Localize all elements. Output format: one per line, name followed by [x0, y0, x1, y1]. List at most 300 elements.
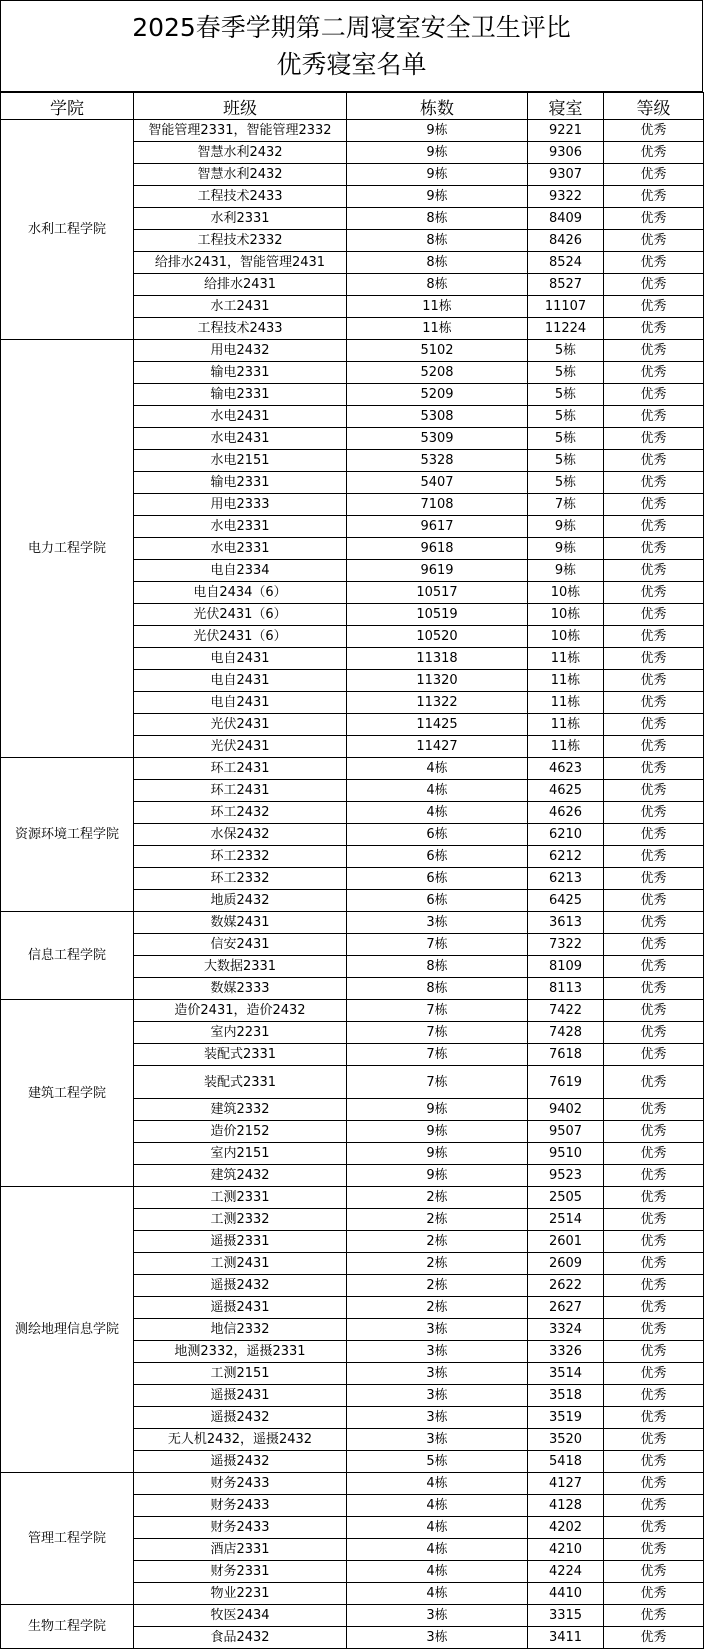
grade-cell: 优秀: [604, 780, 704, 802]
building-cell: 9栋: [347, 1143, 528, 1165]
class-cell: 数媒2333: [134, 978, 347, 1000]
grade-cell: 优秀: [604, 1209, 704, 1231]
class-header: 班级: [134, 93, 347, 120]
grade-cell: 优秀: [604, 296, 704, 318]
room-cell: 9510: [528, 1143, 604, 1165]
building-cell: 3栋: [347, 912, 528, 934]
room-cell: 11栋: [528, 736, 604, 758]
room-cell: 4127: [528, 1473, 604, 1495]
college-cell: 测绘地理信息学院: [1, 1187, 134, 1473]
grade-cell: 优秀: [604, 626, 704, 648]
building-cell: 6栋: [347, 868, 528, 890]
room-cell: 11栋: [528, 648, 604, 670]
building-cell: 4栋: [347, 1473, 528, 1495]
class-cell: 遥摄2432: [134, 1275, 347, 1297]
room-cell: 5栋: [528, 384, 604, 406]
grade-cell: 优秀: [604, 1363, 704, 1385]
room-cell: 8524: [528, 252, 604, 274]
room-cell: 5栋: [528, 362, 604, 384]
room-cell: 3519: [528, 1407, 604, 1429]
room-cell: 4128: [528, 1495, 604, 1517]
room-cell: 10栋: [528, 604, 604, 626]
building-cell: 2栋: [347, 1231, 528, 1253]
class-cell: 无人机2432，遥摄2432: [134, 1429, 347, 1451]
building-cell: 11318: [347, 648, 528, 670]
class-cell: 光伏2431（6）: [134, 604, 347, 626]
room-cell: 6425: [528, 890, 604, 912]
building-cell: 8栋: [347, 208, 528, 230]
class-cell: 电自2334: [134, 560, 347, 582]
room-cell: 7428: [528, 1022, 604, 1044]
class-cell: 地测2332，遥摄2331: [134, 1341, 347, 1363]
college-cell: 资源环境工程学院: [1, 758, 134, 912]
grade-cell: 优秀: [604, 978, 704, 1000]
building-cell: 2栋: [347, 1209, 528, 1231]
room-cell: 4210: [528, 1539, 604, 1561]
class-cell: 遥摄2331: [134, 1231, 347, 1253]
grade-cell: 优秀: [604, 868, 704, 890]
table-row: [1, 1187, 704, 1209]
title-block: [0, 0, 703, 92]
room-cell: 8426: [528, 230, 604, 252]
room-cell: 3315: [528, 1605, 604, 1627]
grade-cell: 优秀: [604, 1451, 704, 1473]
grade-cell: 优秀: [604, 1517, 704, 1539]
building-cell: 7栋: [347, 1000, 528, 1022]
building-cell: 3栋: [347, 1363, 528, 1385]
building-cell: 9栋: [347, 186, 528, 208]
table-row: [1, 1473, 704, 1495]
room-cell: 3324: [528, 1319, 604, 1341]
grade-cell: 优秀: [604, 1429, 704, 1451]
building-cell: 5328: [347, 450, 528, 472]
building-cell: 9619: [347, 560, 528, 582]
room-cell: 9507: [528, 1121, 604, 1143]
grade-cell: 优秀: [604, 1099, 704, 1121]
class-cell: 水电2151: [134, 450, 347, 472]
class-cell: 地质2432: [134, 890, 347, 912]
room-cell: 3326: [528, 1341, 604, 1363]
building-cell: 7栋: [347, 1044, 528, 1066]
grade-cell: 优秀: [604, 428, 704, 450]
class-cell: 水电2431: [134, 406, 347, 428]
building-cell: 9栋: [347, 120, 528, 142]
header-row: [1, 93, 704, 120]
grade-cell: 优秀: [604, 208, 704, 230]
grade-cell: 优秀: [604, 604, 704, 626]
building-cell: 2栋: [347, 1297, 528, 1319]
building-cell: 8栋: [347, 956, 528, 978]
room-cell: 11栋: [528, 670, 604, 692]
grade-cell: 优秀: [604, 318, 704, 340]
class-cell: 工程技术2433: [134, 186, 347, 208]
grade-cell: 优秀: [604, 538, 704, 560]
room-cell: 7栋: [528, 494, 604, 516]
room-cell: 9221: [528, 120, 604, 142]
building-cell: 3栋: [347, 1627, 528, 1649]
class-cell: 酒店2331: [134, 1539, 347, 1561]
room-cell: 6210: [528, 824, 604, 846]
grade-cell: 优秀: [604, 890, 704, 912]
building-cell: 3栋: [347, 1605, 528, 1627]
class-cell: 智慧水利2432: [134, 142, 347, 164]
grade-cell: 优秀: [604, 164, 704, 186]
grade-cell: 优秀: [604, 1341, 704, 1363]
grade-cell: 优秀: [604, 1143, 704, 1165]
grade-cell: 优秀: [604, 120, 704, 142]
building-cell: 3栋: [347, 1429, 528, 1451]
room-cell: 9栋: [528, 538, 604, 560]
college-cell: 水利工程学院: [1, 120, 134, 340]
room-header: 寝室: [528, 93, 604, 120]
class-cell: 装配式2331: [134, 1044, 347, 1066]
building-cell: 8栋: [347, 252, 528, 274]
room-cell: 5栋: [528, 450, 604, 472]
class-cell: 工程技术2433: [134, 318, 347, 340]
building-cell: 6栋: [347, 846, 528, 868]
grade-cell: 优秀: [604, 1495, 704, 1517]
grade-cell: 优秀: [604, 1539, 704, 1561]
class-cell: 造价2431，造价2432: [134, 1000, 347, 1022]
class-cell: 财务2433: [134, 1517, 347, 1539]
building-cell: 4栋: [347, 1495, 528, 1517]
table-body: [1, 120, 704, 1649]
class-cell: 环工2431: [134, 758, 347, 780]
building-cell: 11320: [347, 670, 528, 692]
building-cell: 8栋: [347, 274, 528, 296]
room-cell: 9402: [528, 1099, 604, 1121]
class-cell: 室内2151: [134, 1143, 347, 1165]
grade-cell: 优秀: [604, 450, 704, 472]
class-cell: 数媒2431: [134, 912, 347, 934]
grade-cell: 优秀: [604, 802, 704, 824]
grade-cell: 优秀: [604, 582, 704, 604]
grade-cell: 优秀: [604, 406, 704, 428]
building-cell: 6栋: [347, 824, 528, 846]
building-cell: 5102: [347, 340, 528, 362]
building-cell: 3栋: [347, 1407, 528, 1429]
grade-cell: 优秀: [604, 1319, 704, 1341]
college-cell: 建筑工程学院: [1, 1000, 134, 1187]
building-cell: 3栋: [347, 1341, 528, 1363]
grade-cell: 优秀: [604, 274, 704, 296]
class-cell: 水电2431: [134, 428, 347, 450]
class-cell: 环工2332: [134, 868, 347, 890]
grade-cell: 优秀: [604, 340, 704, 362]
table-row: [1, 912, 704, 934]
grade-cell: 优秀: [604, 1297, 704, 1319]
room-cell: 2514: [528, 1209, 604, 1231]
class-cell: 财务2433: [134, 1495, 347, 1517]
grade-cell: 优秀: [604, 516, 704, 538]
college-cell: 信息工程学院: [1, 912, 134, 1000]
building-cell: 9栋: [347, 1099, 528, 1121]
room-cell: 5栋: [528, 472, 604, 494]
grade-cell: 优秀: [604, 1022, 704, 1044]
building-cell: 10520: [347, 626, 528, 648]
class-cell: 遥摄2432: [134, 1451, 347, 1473]
grade-cell: 优秀: [604, 1000, 704, 1022]
grade-cell: 优秀: [604, 1561, 704, 1583]
building-cell: 9618: [347, 538, 528, 560]
building-cell: 4栋: [347, 758, 528, 780]
building-cell: 6栋: [347, 890, 528, 912]
building-cell: 7栋: [347, 934, 528, 956]
class-cell: 电自2431: [134, 692, 347, 714]
class-cell: 信安2431: [134, 934, 347, 956]
class-cell: 水电2331: [134, 538, 347, 560]
building-cell: 5209: [347, 384, 528, 406]
grade-cell: 优秀: [604, 252, 704, 274]
grade-cell: 优秀: [604, 758, 704, 780]
grade-cell: 优秀: [604, 1121, 704, 1143]
class-cell: 用电2333: [134, 494, 347, 516]
class-cell: 遥摄2432: [134, 1407, 347, 1429]
room-cell: 4410: [528, 1583, 604, 1605]
class-cell: 水电2331: [134, 516, 347, 538]
building-cell: 4栋: [347, 780, 528, 802]
building-cell: 4栋: [347, 1561, 528, 1583]
grade-cell: 优秀: [604, 1605, 704, 1627]
room-cell: 7619: [528, 1066, 604, 1099]
class-cell: 建筑2432: [134, 1165, 347, 1187]
grade-cell: 优秀: [604, 824, 704, 846]
class-cell: 用电2432: [134, 340, 347, 362]
room-cell: 11栋: [528, 714, 604, 736]
grade-cell: 优秀: [604, 670, 704, 692]
building-cell: 2栋: [347, 1187, 528, 1209]
building-cell: 3栋: [347, 1385, 528, 1407]
class-cell: 环工2332: [134, 846, 347, 868]
page-subtitle: 优秀寝室名单: [276, 50, 427, 79]
building-cell: 4栋: [347, 1583, 528, 1605]
room-cell: 9307: [528, 164, 604, 186]
class-cell: 智能管理2331，智能管理2332: [134, 120, 347, 142]
class-cell: 食品2432: [134, 1627, 347, 1649]
room-cell: 6213: [528, 868, 604, 890]
college-cell: 管理工程学院: [1, 1473, 134, 1605]
room-cell: 2622: [528, 1275, 604, 1297]
building-cell: 2栋: [347, 1253, 528, 1275]
building-cell: 8栋: [347, 978, 528, 1000]
building-cell: 11322: [347, 692, 528, 714]
room-cell: 3520: [528, 1429, 604, 1451]
room-cell: 9栋: [528, 516, 604, 538]
room-cell: 2505: [528, 1187, 604, 1209]
class-cell: 地信2332: [134, 1319, 347, 1341]
building-cell: 3栋: [347, 1319, 528, 1341]
class-cell: 水利2331: [134, 208, 347, 230]
grade-cell: 优秀: [604, 142, 704, 164]
class-cell: 输电2331: [134, 472, 347, 494]
grade-cell: 优秀: [604, 560, 704, 582]
class-cell: 工测2332: [134, 1209, 347, 1231]
grade-cell: 优秀: [604, 1253, 704, 1275]
room-cell: 10栋: [528, 582, 604, 604]
room-cell: 11224: [528, 318, 604, 340]
class-cell: 电自2431: [134, 648, 347, 670]
grade-cell: 优秀: [604, 736, 704, 758]
class-cell: 建筑2332: [134, 1099, 347, 1121]
class-cell: 光伏2431（6）: [134, 626, 347, 648]
grade-cell: 优秀: [604, 912, 704, 934]
grade-cell: 优秀: [604, 1407, 704, 1429]
room-cell: 4202: [528, 1517, 604, 1539]
table-row: [1, 758, 704, 780]
class-cell: 工程技术2332: [134, 230, 347, 252]
class-cell: 工测2151: [134, 1363, 347, 1385]
building-cell: 9栋: [347, 1121, 528, 1143]
building-cell: 7栋: [347, 1022, 528, 1044]
grade-cell: 优秀: [604, 692, 704, 714]
building-cell: 7108: [347, 494, 528, 516]
building-cell: 5208: [347, 362, 528, 384]
class-cell: 电自2434（6）: [134, 582, 347, 604]
room-cell: 6212: [528, 846, 604, 868]
class-cell: 工测2431: [134, 1253, 347, 1275]
college-cell: 电力工程学院: [1, 340, 134, 758]
grade-cell: 优秀: [604, 472, 704, 494]
class-cell: 财务2433: [134, 1473, 347, 1495]
room-cell: 11栋: [528, 692, 604, 714]
building-header: 栋数: [347, 93, 528, 120]
grade-cell: 优秀: [604, 362, 704, 384]
grade-cell: 优秀: [604, 1165, 704, 1187]
class-cell: 牧医2434: [134, 1605, 347, 1627]
room-cell: 8113: [528, 978, 604, 1000]
room-cell: 2601: [528, 1231, 604, 1253]
class-cell: 物业2231: [134, 1583, 347, 1605]
grade-cell: 优秀: [604, 846, 704, 868]
building-cell: 2栋: [347, 1275, 528, 1297]
college-header: 学院: [1, 93, 134, 120]
class-cell: 给排水2431: [134, 274, 347, 296]
class-cell: 水工2431: [134, 296, 347, 318]
room-cell: 9306: [528, 142, 604, 164]
dorm-table: [0, 92, 704, 1649]
room-cell: 4224: [528, 1561, 604, 1583]
room-cell: 4626: [528, 802, 604, 824]
table-row: [1, 1605, 704, 1627]
room-cell: 11107: [528, 296, 604, 318]
class-cell: 财务2331: [134, 1561, 347, 1583]
class-cell: 智慧水利2432: [134, 164, 347, 186]
building-cell: 5栋: [347, 1451, 528, 1473]
room-cell: 10栋: [528, 626, 604, 648]
grade-header: 等级: [604, 93, 704, 120]
class-cell: 环工2431: [134, 780, 347, 802]
class-cell: 遥摄2431: [134, 1297, 347, 1319]
room-cell: 3613: [528, 912, 604, 934]
room-cell: 8527: [528, 274, 604, 296]
grade-cell: 优秀: [604, 956, 704, 978]
building-cell: 8栋: [347, 230, 528, 252]
building-cell: 11栋: [347, 318, 528, 340]
grade-cell: 优秀: [604, 1385, 704, 1407]
room-cell: 9322: [528, 186, 604, 208]
grade-cell: 优秀: [604, 1187, 704, 1209]
room-cell: 4625: [528, 780, 604, 802]
table-row: [1, 120, 704, 142]
room-cell: 8109: [528, 956, 604, 978]
grade-cell: 优秀: [604, 230, 704, 252]
grade-cell: 优秀: [604, 1473, 704, 1495]
building-cell: 10519: [347, 604, 528, 626]
college-cell: 生物工程学院: [1, 1605, 134, 1649]
grade-cell: 优秀: [604, 1627, 704, 1649]
class-cell: 工测2331: [134, 1187, 347, 1209]
grade-cell: 优秀: [604, 186, 704, 208]
class-cell: 电自2431: [134, 670, 347, 692]
building-cell: 5308: [347, 406, 528, 428]
class-cell: 输电2331: [134, 362, 347, 384]
room-cell: 5栋: [528, 406, 604, 428]
room-cell: 4623: [528, 758, 604, 780]
building-cell: 10517: [347, 582, 528, 604]
room-cell: 2609: [528, 1253, 604, 1275]
table-row: [1, 1000, 704, 1022]
room-cell: 5栋: [528, 428, 604, 450]
grade-cell: 优秀: [604, 384, 704, 406]
page-title: 2025春季学期第二周寝室安全卫生评比: [132, 13, 571, 42]
building-cell: 5309: [347, 428, 528, 450]
grade-cell: 优秀: [604, 1231, 704, 1253]
building-cell: 4栋: [347, 1517, 528, 1539]
class-cell: 光伏2431: [134, 714, 347, 736]
room-cell: 9栋: [528, 560, 604, 582]
class-cell: 大数据2331: [134, 956, 347, 978]
grade-cell: 优秀: [604, 648, 704, 670]
grade-cell: 优秀: [604, 714, 704, 736]
room-cell: 8409: [528, 208, 604, 230]
room-cell: 7322: [528, 934, 604, 956]
room-cell: 3411: [528, 1627, 604, 1649]
room-cell: 3518: [528, 1385, 604, 1407]
class-cell: 给排水2431，智能管理2431: [134, 252, 347, 274]
room-cell: 7618: [528, 1044, 604, 1066]
building-cell: 5407: [347, 472, 528, 494]
building-cell: 9617: [347, 516, 528, 538]
building-cell: 11425: [347, 714, 528, 736]
class-cell: 光伏2431: [134, 736, 347, 758]
room-cell: 5418: [528, 1451, 604, 1473]
grade-cell: 优秀: [604, 1275, 704, 1297]
class-cell: 室内2231: [134, 1022, 347, 1044]
building-cell: 4栋: [347, 802, 528, 824]
class-cell: 输电2331: [134, 384, 347, 406]
room-cell: 2627: [528, 1297, 604, 1319]
table-row: [1, 340, 704, 362]
grade-cell: 优秀: [604, 1066, 704, 1099]
building-cell: 4栋: [347, 1539, 528, 1561]
class-cell: 遥摄2431: [134, 1385, 347, 1407]
building-cell: 9栋: [347, 164, 528, 186]
class-cell: 装配式2331: [134, 1066, 347, 1099]
room-cell: 9523: [528, 1165, 604, 1187]
grade-cell: 优秀: [604, 934, 704, 956]
grade-cell: 优秀: [604, 1044, 704, 1066]
room-cell: 3514: [528, 1363, 604, 1385]
building-cell: 9栋: [347, 142, 528, 164]
building-cell: 7栋: [347, 1066, 528, 1099]
class-cell: 水保2432: [134, 824, 347, 846]
grade-cell: 优秀: [604, 494, 704, 516]
building-cell: 11栋: [347, 296, 528, 318]
building-cell: 11427: [347, 736, 528, 758]
class-cell: 环工2432: [134, 802, 347, 824]
class-cell: 造价2152: [134, 1121, 347, 1143]
grade-cell: 优秀: [604, 1583, 704, 1605]
